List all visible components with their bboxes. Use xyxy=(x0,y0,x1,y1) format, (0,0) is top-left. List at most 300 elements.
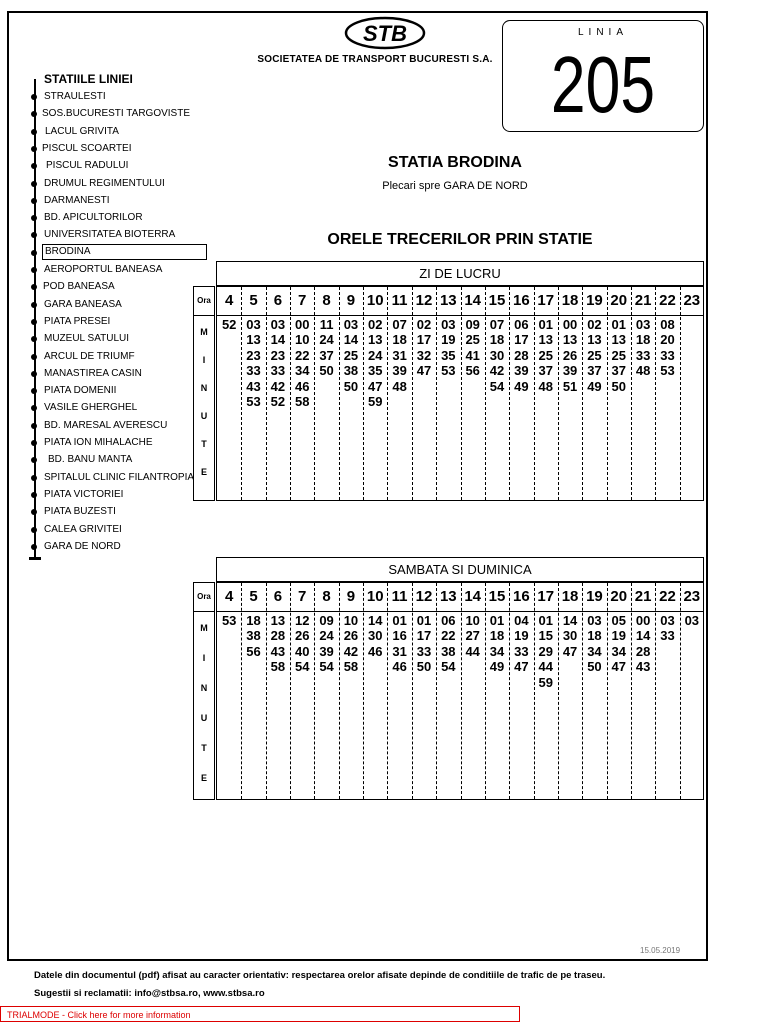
minutes-side-label xyxy=(193,582,215,800)
minute-letter: T xyxy=(201,439,207,449)
minute-column xyxy=(363,317,387,409)
issue-date: 15.05.2019 xyxy=(640,946,681,955)
minute-value: 06 xyxy=(514,317,529,332)
minute-value: 34 xyxy=(587,643,602,659)
stop-dot-icon xyxy=(31,250,37,256)
minute-value: 46 xyxy=(368,643,383,659)
minute-value: 03 xyxy=(246,317,261,332)
stop-name: GARA DE NORD xyxy=(44,540,121,552)
stop-name: MANASTIREA CASIN xyxy=(44,367,142,379)
minute-value: 32 xyxy=(416,347,432,363)
minute-value: 34 xyxy=(489,643,505,659)
minute-value: 50 xyxy=(319,363,334,379)
minute-column xyxy=(217,613,241,628)
column-separator xyxy=(680,287,681,500)
minute-column xyxy=(241,317,265,409)
hour-cell: 19 xyxy=(586,292,603,309)
minute-column xyxy=(266,317,290,409)
minute-value: 28 xyxy=(514,347,529,363)
minute-value: 02 xyxy=(368,317,383,332)
hour-cell: 11 xyxy=(391,292,408,309)
minute-value: 23 xyxy=(246,347,261,363)
minute-letter: M xyxy=(200,327,208,337)
stop-name: BRODINA xyxy=(42,244,207,260)
minute-value: 25 xyxy=(343,347,359,363)
minute-value: 59 xyxy=(538,674,553,690)
minute-value: 05 xyxy=(611,613,626,628)
minute-value: 03 xyxy=(635,317,651,332)
stop-name: PISCUL RADULUI xyxy=(46,160,129,172)
minute-value: 08 xyxy=(660,317,675,332)
minute-value: 28 xyxy=(270,628,286,644)
line-number-box xyxy=(502,20,704,132)
minute-value: 43 xyxy=(270,643,286,659)
stop-dot-icon xyxy=(31,440,37,446)
stop-dot-icon xyxy=(31,94,37,100)
minute-value: 02 xyxy=(416,317,432,332)
minute-value: 53 xyxy=(221,613,237,628)
minute-column xyxy=(534,317,558,394)
minute-value: 01 xyxy=(611,317,626,332)
stop-name: POD BANEASA xyxy=(43,281,115,293)
minute-value: 37 xyxy=(538,363,553,379)
minute-value: 42 xyxy=(343,643,359,659)
hour-cell: 4 xyxy=(225,292,234,309)
minute-column xyxy=(582,613,606,675)
minute-value: 01 xyxy=(416,613,432,628)
stop-name: MUZEUL SATULUI xyxy=(44,333,130,345)
stop-name: PIATA ION MIHALACHE xyxy=(44,437,153,448)
minute-value: 07 xyxy=(489,317,505,332)
minute-value: 13 xyxy=(562,332,578,348)
minute-value: 43 xyxy=(635,659,651,675)
minute-value: 26 xyxy=(562,347,578,363)
minute-value: 51 xyxy=(562,378,578,394)
hour-cell: 17 xyxy=(537,588,555,605)
hour-cell: 19 xyxy=(586,588,603,605)
minute-column xyxy=(290,317,314,409)
timetable-grid xyxy=(216,582,704,800)
minute-value: 50 xyxy=(587,659,602,675)
minute-value: 43 xyxy=(246,378,261,394)
minute-value: 00 xyxy=(294,317,310,332)
stop-name: BD. BANU MANTA xyxy=(48,454,133,466)
minute-value: 34 xyxy=(611,643,626,659)
minute-value: 01 xyxy=(489,613,505,628)
minute-column xyxy=(436,317,460,379)
hour-cell: 23 xyxy=(683,292,701,309)
minute-value: 13 xyxy=(246,332,261,348)
minute-value: 01 xyxy=(538,317,553,332)
minute-value: 20 xyxy=(660,332,675,348)
stop-dot-icon xyxy=(31,267,37,273)
minute-letter: I xyxy=(202,653,206,663)
minute-value: 00 xyxy=(635,613,651,628)
minute-column xyxy=(339,317,363,394)
minute-value: 37 xyxy=(611,363,626,379)
stop-dot-icon xyxy=(31,371,37,377)
hour-label: Ora xyxy=(194,287,214,316)
hour-cell: 21 xyxy=(634,292,652,309)
hour-cell: 18 xyxy=(561,588,579,605)
hour-cell: 20 xyxy=(610,588,628,605)
minute-value: 39 xyxy=(562,363,578,379)
station-direction: Plecari spre GARA DE NORD xyxy=(382,180,528,192)
minute-letter: N xyxy=(200,683,208,693)
minute-value: 50 xyxy=(416,659,432,675)
minute-value: 33 xyxy=(635,347,651,363)
hour-cell: 16 xyxy=(513,588,530,605)
minute-column xyxy=(631,613,655,675)
table-title: SAMBATA SI DUMINICA xyxy=(216,557,704,582)
stop-name: PIATA PRESEI xyxy=(44,315,111,327)
minute-value: 02 xyxy=(587,317,602,332)
stop-name: BD. MARESAL AVERESCU xyxy=(44,419,168,431)
minute-value: 13 xyxy=(270,613,286,628)
minute-value: 38 xyxy=(246,628,261,644)
minute-value: 58 xyxy=(270,659,286,675)
stop-dot-icon xyxy=(31,527,37,533)
minute-value: 10 xyxy=(465,613,480,628)
minute-letter: U xyxy=(200,713,208,723)
minute-column xyxy=(461,317,485,379)
minute-value: 04 xyxy=(514,613,529,628)
stop-name: PIATA VICTORIEI xyxy=(44,488,124,500)
minute-value: 18 xyxy=(246,613,261,628)
minute-value: 33 xyxy=(270,363,286,379)
minute-value: 13 xyxy=(368,332,383,348)
stop-name: CALEA GRIVITEI xyxy=(44,523,122,535)
minute-value: 00 xyxy=(562,317,578,332)
hour-cell: 7 xyxy=(298,292,307,309)
minute-letter: N xyxy=(200,383,208,393)
minute-letter: M xyxy=(200,623,208,633)
hour-cell: 10 xyxy=(366,292,384,309)
minute-column xyxy=(582,317,606,394)
minute-letter: E xyxy=(200,467,207,477)
minute-value: 09 xyxy=(319,613,334,628)
minute-value: 28 xyxy=(635,643,651,659)
minutes-side-label xyxy=(193,286,215,501)
hour-cell: 13 xyxy=(439,588,457,605)
hour-label: Ora xyxy=(194,583,214,612)
minute-value: 48 xyxy=(635,363,651,379)
minute-value: 15 xyxy=(538,628,553,644)
stop-name: DRUMUL REGIMENTULUI xyxy=(44,177,165,189)
hour-cell: 5 xyxy=(249,292,258,309)
minute-value: 22 xyxy=(441,628,456,644)
minute-value: 35 xyxy=(441,347,456,363)
minute-column xyxy=(387,317,411,394)
line-label: LINIA xyxy=(577,27,628,38)
minute-value: 22 xyxy=(294,347,310,363)
minute-value: 01 xyxy=(392,613,407,628)
minute-value: 38 xyxy=(441,643,456,659)
hour-cell: 23 xyxy=(683,588,701,605)
minute-value: 17 xyxy=(514,332,529,348)
minute-column xyxy=(314,317,338,379)
hour-cell: 8 xyxy=(322,588,331,605)
minute-column xyxy=(436,613,460,675)
minute-value: 54 xyxy=(319,659,334,675)
minute-value: 49 xyxy=(587,378,602,394)
minute-value: 18 xyxy=(587,628,602,644)
minute-column xyxy=(314,613,338,675)
route-end-marker xyxy=(29,557,41,560)
minute-value: 30 xyxy=(489,347,505,363)
minute-value: 34 xyxy=(294,363,310,379)
minute-value: 41 xyxy=(465,347,480,363)
hour-cell: 15 xyxy=(488,292,506,309)
hour-cell: 22 xyxy=(659,588,676,605)
minute-column xyxy=(558,317,582,394)
minute-value: 13 xyxy=(538,332,553,348)
minute-value: 39 xyxy=(514,363,529,379)
hour-cell: 9 xyxy=(346,588,356,605)
minute-value: 13 xyxy=(587,332,602,348)
minute-value: 39 xyxy=(392,363,407,379)
station-title: STATIA BRODINA xyxy=(388,154,522,171)
minute-value: 38 xyxy=(343,363,359,379)
minute-value: 18 xyxy=(392,332,407,348)
minute-value: 14 xyxy=(343,332,359,348)
minute-value: 24 xyxy=(368,347,383,363)
hour-cell: 14 xyxy=(464,588,482,605)
hour-cell: 5 xyxy=(249,588,258,605)
minute-value: 35 xyxy=(368,363,383,379)
minute-value: 49 xyxy=(514,378,529,394)
minute-value: 19 xyxy=(441,332,456,348)
stop-name: GARA BANEASA xyxy=(44,298,122,310)
minute-column xyxy=(680,613,704,628)
stop-name: PIATA BUZESTI xyxy=(44,506,116,518)
minute-value: 14 xyxy=(562,613,578,628)
stop-dot-icon xyxy=(31,492,37,498)
minute-value: 25 xyxy=(587,347,602,363)
minute-letter: T xyxy=(201,743,207,753)
minute-column xyxy=(509,317,533,394)
stop-dot-icon xyxy=(31,302,37,308)
hour-cell: 21 xyxy=(634,588,652,605)
hour-cell: 12 xyxy=(415,292,433,309)
stop-name: SPITALUL CLINIC FILANTROPIA xyxy=(44,471,195,483)
minute-value: 56 xyxy=(246,643,261,659)
minute-value: 18 xyxy=(489,628,505,644)
hour-cell: 22 xyxy=(659,292,676,309)
minute-value: 29 xyxy=(538,643,553,659)
stop-dot-icon xyxy=(31,198,37,204)
stop-name: SOS.BUCURESTI TARGOVISTE xyxy=(42,108,190,120)
minute-value: 31 xyxy=(392,347,407,363)
minute-value: 50 xyxy=(611,378,626,394)
minute-value: 52 xyxy=(221,317,237,332)
minute-value: 01 xyxy=(538,613,553,628)
stop-name: ARCUL DE TRIUMF xyxy=(44,350,135,362)
minute-column xyxy=(461,613,485,659)
minute-value: 37 xyxy=(587,363,602,379)
minute-value: 54 xyxy=(441,659,456,675)
hour-cell: 12 xyxy=(415,588,433,605)
hour-cell: 8 xyxy=(322,292,331,309)
hour-cell: 10 xyxy=(366,588,384,605)
hour-cell: 4 xyxy=(225,588,234,605)
minute-value: 11 xyxy=(319,317,334,332)
minute-value: 30 xyxy=(562,628,578,644)
timetable-grid xyxy=(216,286,704,501)
minute-value: 47 xyxy=(562,643,578,659)
stop-dot-icon xyxy=(31,423,37,429)
minute-column xyxy=(558,613,582,659)
minute-column xyxy=(655,613,679,644)
minute-column xyxy=(655,317,679,379)
minute-value: 17 xyxy=(416,332,432,348)
stb-logo xyxy=(344,16,426,50)
minute-value: 39 xyxy=(319,643,334,659)
minute-value: 33 xyxy=(514,643,529,659)
minute-value: 53 xyxy=(660,363,675,379)
minute-value: 31 xyxy=(392,643,407,659)
minute-column xyxy=(266,613,290,675)
minute-value: 44 xyxy=(538,659,553,675)
hour-cell: 6 xyxy=(273,292,283,309)
minute-value: 33 xyxy=(246,363,261,379)
line-number: 205 xyxy=(550,40,656,129)
minute-column xyxy=(363,613,387,659)
hour-cell: 15 xyxy=(488,588,506,605)
hour-cell: 13 xyxy=(439,292,457,309)
minute-value: 03 xyxy=(270,317,286,332)
minute-column xyxy=(339,613,363,675)
hour-cell: 14 xyxy=(464,292,482,309)
minute-value: 50 xyxy=(343,378,359,394)
stop-dot-icon xyxy=(31,544,37,550)
minute-column xyxy=(241,613,265,659)
minute-value: 03 xyxy=(343,317,359,332)
minute-value: 33 xyxy=(416,643,432,659)
minute-value: 10 xyxy=(343,613,359,628)
stop-dot-icon xyxy=(31,181,37,187)
minute-column xyxy=(290,613,314,675)
stop-name: LACUL GRIVITA xyxy=(45,125,119,137)
stop-name: STRAULESTI xyxy=(44,91,106,102)
minute-value: 03 xyxy=(587,613,602,628)
stop-dot-icon xyxy=(31,475,37,481)
minute-value: 06 xyxy=(441,613,456,628)
minute-value: 09 xyxy=(465,317,480,332)
minute-column xyxy=(412,613,436,675)
minute-value: 16 xyxy=(392,628,407,644)
minute-value: 46 xyxy=(294,378,310,394)
minute-value: 56 xyxy=(465,363,480,379)
times-title: ORELE TRECERILOR PRIN STATIE xyxy=(327,231,593,248)
stop-name: UNIVERSITATEA BIOTERRA xyxy=(44,229,176,241)
stop-dot-icon xyxy=(31,354,37,360)
hour-cell: 20 xyxy=(610,292,628,309)
minute-value: 48 xyxy=(392,378,407,394)
minute-value: 58 xyxy=(294,393,310,409)
hour-cell: 16 xyxy=(513,292,530,309)
minute-column xyxy=(509,613,533,675)
stop-dot-icon xyxy=(31,319,37,325)
minute-value: 18 xyxy=(489,332,505,348)
minute-value: 03 xyxy=(660,613,675,628)
minute-value: 12 xyxy=(294,613,310,628)
minute-value: 03 xyxy=(441,317,456,332)
minute-value: 13 xyxy=(611,332,626,348)
minute-value: 59 xyxy=(368,393,383,409)
minute-value: 19 xyxy=(514,628,529,644)
minute-column xyxy=(607,317,631,394)
minute-value: 53 xyxy=(441,363,456,379)
minute-value: 10 xyxy=(294,332,310,348)
minute-value: 30 xyxy=(368,628,383,644)
minute-value: 33 xyxy=(660,628,675,644)
minute-value: 14 xyxy=(270,332,286,348)
minute-value: 54 xyxy=(489,378,505,394)
minute-column xyxy=(485,317,509,394)
minute-value: 53 xyxy=(246,393,261,409)
minute-value: 49 xyxy=(489,659,505,675)
minute-value: 48 xyxy=(538,378,553,394)
minute-value: 25 xyxy=(538,347,553,363)
svg-text:STB: STB xyxy=(363,21,407,46)
minute-column xyxy=(412,317,436,379)
minute-value: 47 xyxy=(514,659,529,675)
minute-value: 24 xyxy=(319,332,334,348)
hour-cell: 17 xyxy=(537,292,555,309)
stop-name: PISCUL SCOARTEI xyxy=(42,142,132,154)
hour-cell: 18 xyxy=(561,292,579,309)
minute-value: 54 xyxy=(294,659,310,675)
minute-value: 47 xyxy=(611,659,626,675)
minute-value: 19 xyxy=(611,628,626,644)
minute-value: 03 xyxy=(684,613,700,628)
minute-value: 27 xyxy=(465,628,480,644)
minute-value: 40 xyxy=(294,643,310,659)
stop-name: AEROPORTUL BANEASA xyxy=(44,264,163,275)
minute-column xyxy=(607,613,631,675)
minute-column xyxy=(387,613,411,675)
trial-mode-link[interactable]: TRIALMODE - Click here for more information xyxy=(0,1006,520,1022)
hour-cell: 6 xyxy=(273,588,283,605)
minute-value: 26 xyxy=(343,628,359,644)
minute-value: 07 xyxy=(392,317,407,332)
minute-value: 42 xyxy=(270,378,286,394)
minute-value: 42 xyxy=(489,363,505,379)
stop-name: DARMANESTI xyxy=(44,194,110,206)
stop-dot-icon xyxy=(31,146,37,152)
minute-letter: I xyxy=(202,355,206,365)
minute-value: 17 xyxy=(416,628,432,644)
minute-value: 58 xyxy=(343,659,359,675)
stop-name: PIATA DOMENII xyxy=(44,385,117,397)
stop-name: VASILE GHERGHEL xyxy=(44,402,138,414)
minute-value: 26 xyxy=(294,628,310,644)
minute-value: 23 xyxy=(270,347,286,363)
table-title: ZI DE LUCRU xyxy=(216,261,704,286)
disclaimer-text: Datele din documentul (pdf) afisat au caracter orientativ: respectarea orelor afisate depinde de conditiile de trafic de pe traseu. xyxy=(34,970,606,981)
minute-value: 14 xyxy=(368,613,383,628)
minute-value: 18 xyxy=(635,332,651,348)
stop-dot-icon xyxy=(31,129,37,135)
hour-cell: 11 xyxy=(391,588,408,605)
minute-letter: E xyxy=(200,773,207,783)
minute-value: 14 xyxy=(635,628,651,644)
company-name: SOCIETATEA DE TRANSPORT BUCURESTI S.A. xyxy=(257,54,493,65)
minute-value: 25 xyxy=(611,347,626,363)
minute-value: 44 xyxy=(465,643,480,659)
hour-cell: 7 xyxy=(298,588,307,605)
